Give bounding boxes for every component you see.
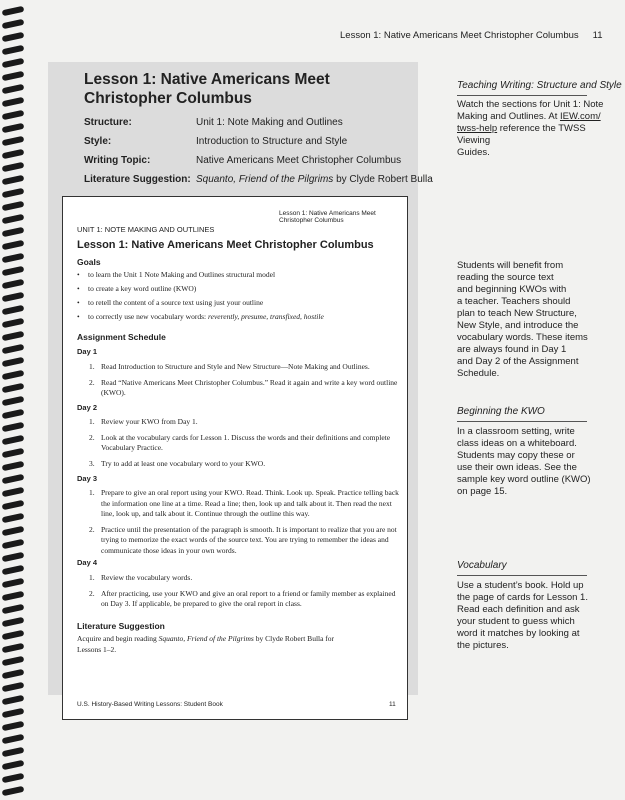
meta-book-title: Squanto, Friend of the Pilgrims [196,174,334,185]
spiral-coil [2,448,25,458]
spiral-coil [2,344,25,354]
note-line: a teacher. Teachers should [457,296,571,307]
note-line: vocabulary words. These items [457,332,588,343]
note-line: Students will benefit from [457,260,564,271]
day3-item: 1. Prepare to give an oral report using your KWO. Read. Think. Look up. Speak. Practice telling back the information one line at a time. Read a line; then, look up and talk about it. Then read the next line, look up, and talk about it. Continue through the outline this way. [89,488,399,518]
sidebar-students-note [457,260,607,380]
day3-item-text: Practice until the presentation of the paragraph is smooth. It is important to realize that you are not trying to memorize the exact words of the source text. You are trying to remember the ideas and communicate those ideas in your own words. [101,524,397,555]
day4-item: 1. Review the vocabulary words. [89,573,193,582]
note-line: reading the source text [457,272,554,283]
day2-item: 1. Review your KWO from Day 1. [89,417,198,426]
teaching-line: Watch the sections for Unit 1: Note [457,99,604,110]
spiral-coil [2,266,25,276]
spiral-coil [2,370,25,380]
spiral-coil [2,565,25,575]
spiral-coil [2,617,25,627]
spiral-coil [2,357,25,367]
spiral-coil [2,305,25,315]
meta-label: Writing Topic: [84,155,151,166]
spiral-coil [2,630,25,640]
spiral-coil [2,435,25,445]
spiral-coil [2,84,25,94]
note-line: and beginning KWOs with [457,284,567,295]
spiral-coil [2,175,25,185]
goal-item: • to learn the Unit 1 Note Making and Outlines structural model [77,270,276,279]
page-number: 11 [592,30,603,41]
spiral-coil [2,604,25,614]
spiral-coil [2,45,25,55]
spiral-coil [2,591,25,601]
spiral-coil [2,97,25,107]
student-book-page [62,196,408,720]
literature-post: by Clyde Robert Bulla for [253,634,335,643]
spiral-coil [2,292,25,302]
day2-item-text: Review your KWO from Day 1. [101,417,198,426]
vocab-line: Use a student’s book. Hold up [457,580,584,591]
sidebar-rule [457,575,587,576]
spiral-coil [2,474,25,484]
lesson-title [84,70,414,108]
kwo-line: sample key word outline (KWO) [457,474,591,485]
spiral-coil [2,500,25,510]
literature-text [77,634,402,655]
spiral-coil [2,318,25,328]
day2-item: 2. Look at the vocabulary cards for Lesson 1. Discuss the words and their definitions and complete Vocabulary Practice. [89,432,391,452]
goal-vocab: reverently, presume, transfixed, hostile [207,312,324,321]
vocab-line: the pictures. [457,640,509,651]
spiral-coil [2,136,25,146]
spiral-coil [2,383,25,393]
day3-item-text: Prepare to give an oral report using your KWO. Read. Think. Look up. Speak. Practice telling back the information one line at a time. Read a line; then, look up and talk about it. Then read the next line, look up, and talk about it. Continue through the outline this way. [101,488,399,518]
lesson-title-line1: Lesson 1: Native Americans Meet [84,71,330,88]
kwo-line: In a classroom setting, write [457,426,575,437]
spiral-coil [2,149,25,159]
kwo-line: Students may copy these or [457,450,575,461]
twss-help-link[interactable]: twss-help [457,123,498,134]
sidebar-rule [457,421,587,422]
spiral-coil [2,331,25,341]
spiral-coil [2,721,25,731]
day3-heading: Day 3 [77,474,98,483]
meta-author: by Clyde Robert Bulla [333,174,433,185]
day2-list [89,417,401,469]
spiral-coil [2,656,25,666]
inner-footer-page-number: 11 [389,701,396,708]
vocab-line: your student to guess which [457,616,575,627]
spiral-coil [2,487,25,497]
day2-item-text: Try to add at least one vocabulary word to your KWO. [101,458,266,468]
sidebar-teaching-heading: Teaching Writing: Structure and Style [457,80,622,91]
goals-heading: Goals [77,257,101,267]
iew-link[interactable]: IEW.com/ [559,111,601,122]
day4-item: 2. After practicing, use your KWO and give an oral report to a friend or family member as explained on Day 3. If applicable, be prepared to give the oral report in class. [89,588,396,608]
spiral-coil [2,32,25,42]
goal-item: • to correctly use new vocabulary words: reverently, presume, transfixed, hostile [77,312,324,321]
note-line: plan to teach New Structure, [457,308,577,319]
spiral-coil [2,708,25,718]
meta-structure [84,117,343,128]
spiral-coil [2,539,25,549]
day4-list [89,573,401,610]
goal-item: • to create a key word outline (KWO) [77,284,197,293]
note-line: New Style, and introduce the [457,320,579,331]
goal-text: to learn the Unit 1 Note Making and Outlines structural model [88,270,276,279]
meta-literature [84,174,433,185]
day1-heading: Day 1 [77,347,98,356]
spiral-coil [2,123,25,133]
spiral-coil [2,253,25,263]
sidebar-kwo-text [457,426,607,498]
spiral-coil [2,682,25,692]
day4-item-text: Review the vocabulary words. [101,573,193,582]
spiral-coil [2,227,25,237]
teaching-line: twss-help reference the TWSS Viewing [457,123,586,146]
day2-heading: Day 2 [77,403,98,412]
day1-item-text: Read “Native Americans Meet Christopher Columbus.” Read it again and write a key word outline (KWO). [101,377,398,397]
spiral-coil [2,734,25,744]
spiral-coil [2,747,25,757]
day1-list [89,362,401,399]
spiral-coil [2,19,25,29]
inner-footer-title: U.S. History-Based Writing Lessons: Student Book [77,701,223,708]
kwo-line: on page 15. [457,486,508,497]
day2-item: 3. Try to add at least one vocabulary word to your KWO. [89,458,266,468]
literature-heading: Literature Suggestion [77,621,165,631]
note-line: and Day 2 of the Assignment [457,356,579,367]
sidebar-rule [457,95,587,96]
goal-text: to create a key word outline (KWO) [88,284,197,293]
spiral-coil [2,695,25,705]
day1-item: 2. Read “Native Americans Meet Christopher Columbus.” Read it again and write a key word outline (KWO). [89,377,398,397]
day3-item: 2. Practice until the presentation of the paragraph is smooth. It is important to realize that you are not trying to memorize the exact words of the source text. You are trying to remember the ideas and communicate those ideas in your own words. [89,524,397,555]
spiral-coil [2,162,25,172]
day1-item: 1. Read Introduction to Structure and Style and New Structure—Note Making and Outlines. [89,362,370,371]
day2-item-text: Look at the vocabulary cards for Lesson 1. Discuss the words and their definitions and complete Vocabulary Practice. [101,432,391,452]
sidebar-vocab-text [457,580,607,652]
spiral-coil [2,188,25,198]
spiral-coil [2,643,25,653]
vocab-line: the page of cards for Lesson 1. [457,592,588,603]
note-line: Schedule. [457,368,500,379]
sidebar-vocab-heading: Vocabulary [457,560,507,571]
day3-list [89,488,401,556]
vocab-line: word it matches by looking at [457,628,580,639]
inner-running-head: Lesson 1: Native Americans Meet Christopher Columbus [279,210,376,224]
goals-list [77,270,397,326]
kwo-line: class ideas on a whiteboard. [457,438,577,449]
lesson-title-line2: Christopher Columbus [84,90,252,107]
inner-title: Lesson 1: Native Americans Meet Christopher Columbus [77,239,374,251]
spiral-coil [2,240,25,250]
schedule-heading: Assignment Schedule [77,332,166,342]
spiral-coil [2,396,25,406]
literature-book-title: Squanto, Friend of the Pilgrims [158,634,254,643]
spiral-coil [2,773,25,783]
literature-pre: Acquire and begin reading [77,634,159,643]
spiral-coil [2,760,25,770]
sidebar-teaching-text [457,99,607,159]
teaching-line: Guides. [457,147,490,158]
teaching-line: Making and Outlines. At IEW.com/ [457,111,601,122]
spiral-coil [2,279,25,289]
day4-heading: Day 4 [77,558,98,567]
meta-label: Literature Suggestion: [84,174,191,185]
spiral-coil [2,110,25,120]
day1-item-text: Read Introduction to Structure and Style and New Structure—Note Making and Outlines. [101,362,370,371]
spiral-coil [2,6,25,16]
goal-text: to correctly use new vocabulary words: [88,312,207,321]
goal-item: • to retell the content of a source text using just your outline [77,298,264,307]
meta-value: Native Americans Meet Christopher Columbus [196,155,402,166]
running-head-title: Lesson 1: Native Americans Meet Christopher Columbus [340,30,579,41]
spiral-coil [2,461,25,471]
spiral-coil [2,526,25,536]
spiral-coil [2,201,25,211]
meta-value: Unit 1: Note Making and Outlines [196,117,343,128]
unit-label: UNIT 1: NOTE MAKING AND OUTLINES [77,225,215,234]
spiral-coil [2,513,25,523]
literature-line2: Lessons 1–2. [77,644,117,654]
meta-value: Introduction to Structure and Style [196,136,348,147]
spiral-coil [2,578,25,588]
spiral-coil [2,58,25,68]
spiral-coil [2,669,25,679]
spiral-coil [2,552,25,562]
goal-text: to retell the content of a source text using just your outline [88,298,264,307]
note-line: are always found in Day 1 [457,344,567,355]
spiral-coil [2,71,25,81]
day4-item-text: After practicing, use your KWO and give an oral report to a friend or family member as explained on Day 3. If applicable, be prepared to give the oral report in class. [101,588,396,608]
spiral-binding [0,0,30,800]
meta-label: Structure: [84,117,132,128]
running-head [340,30,603,41]
spiral-coil [2,422,25,432]
meta-writing-topic [84,155,401,166]
spiral-coil [2,786,25,796]
spiral-coil [2,214,25,224]
vocab-line: Read each definition and ask [457,604,580,615]
meta-style [84,136,347,147]
meta-label: Style: [84,136,112,147]
sidebar-kwo-heading: Beginning the KWO [457,406,545,417]
kwo-line: use their own ideas. See the [457,462,577,473]
spiral-coil [2,409,25,419]
